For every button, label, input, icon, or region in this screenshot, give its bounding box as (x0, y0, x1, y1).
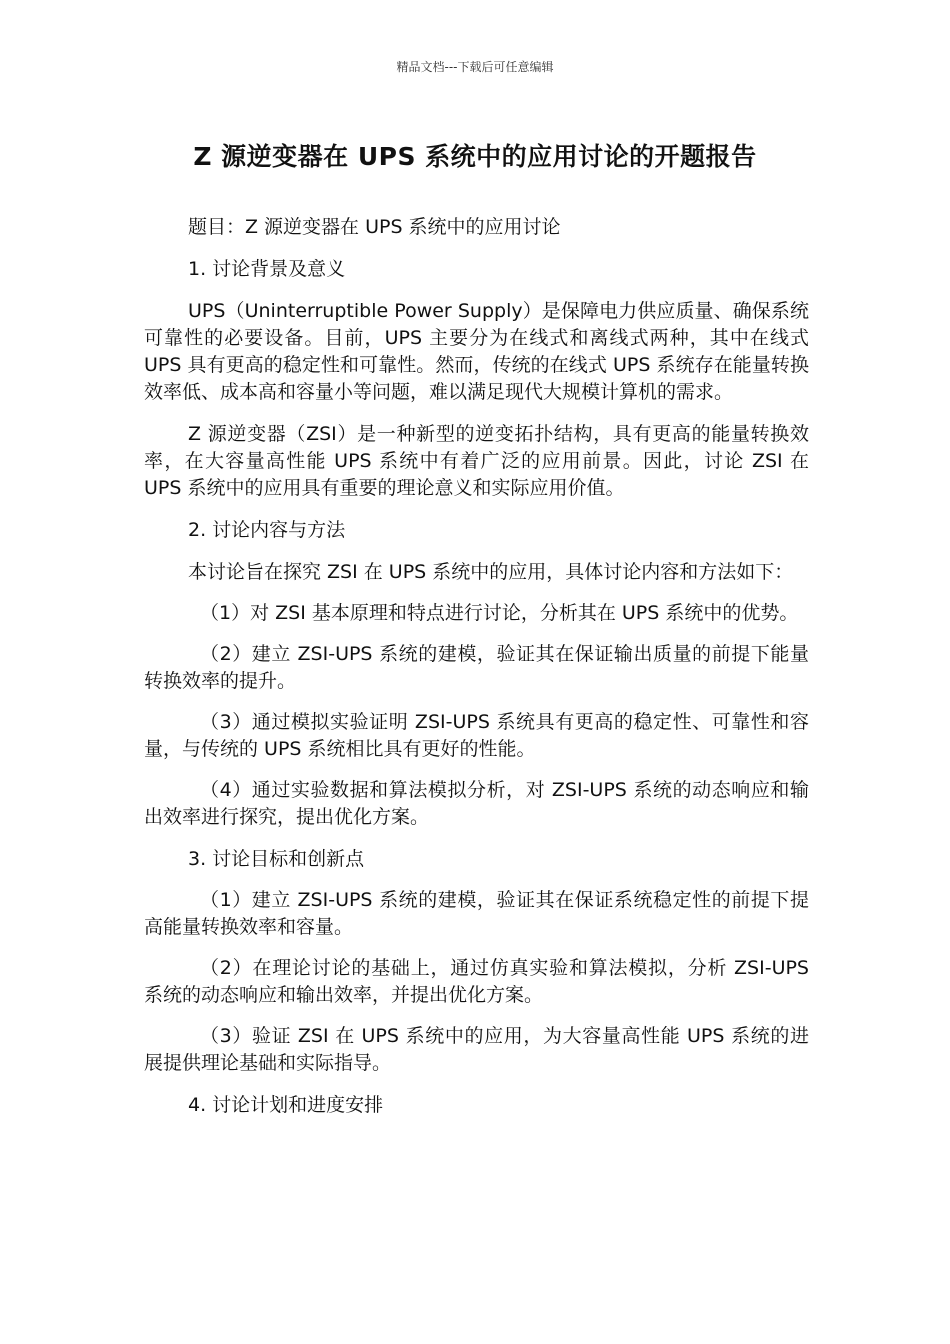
section2-intro: 本讨论旨在探究 ZSI 在 UPS 系统中的应用，具体讨论内容和方法如下： (188, 561, 794, 583)
topic-line: 题目：Z 源逆变器在 UPS 系统中的应用讨论 (188, 216, 561, 238)
section3-item-1: （1）建立 ZSI-UPS 系统的建模，验证其在保证系统稳定性的前提下提高能量转换效率和容量。 (144, 889, 809, 938)
section2-item-2: （2）建立 ZSI-UPS 系统的建模，验证其在保证输出质量的前提下能量转换效率的提升。 (144, 643, 809, 692)
page-header-note: 精品文档---下载后可任意编辑 (396, 60, 554, 74)
section1-paragraph-2: Z 源逆变器（ZSI）是一种新型的逆变拓扑结构，具有更高的能量转换效率，在大容量高性能 UPS 系统中有着广泛的应用前景。因此，讨论 ZSI 在 UPS 系统中的应用具有重要的理论意义和实际应用价值。 (144, 423, 809, 499)
section2-item-1: （1）对 ZSI 基本原理和特点进行讨论，分析其在 UPS 系统中的优势。 (200, 602, 799, 624)
section-heading-2: 2. 讨论内容与方法 (188, 519, 346, 541)
section3-item-3: （3）验证 ZSI 在 UPS 系统中的应用，为大容量高性能 UPS 系统的进展提供理论基础和实际指导。 (144, 1025, 809, 1074)
document-title: Z 源逆变器在 UPS 系统中的应用讨论的开题报告 (193, 142, 757, 171)
section-heading-3: 3. 讨论目标和创新点 (188, 848, 365, 870)
section-heading-1: 1. 讨论背景及意义 (188, 258, 346, 280)
section-heading-4: 4. 讨论计划和进度安排 (188, 1094, 384, 1116)
section2-item-4: （4）通过实验数据和算法模拟分析，对 ZSI-UPS 系统的动态响应和输出效率进行探究，提出优化方案。 (144, 779, 809, 828)
document-body (144, 214, 809, 1119)
section2-item-3: （3）通过模拟实验证明 ZSI-UPS 系统具有更高的稳定性、可靠性和容量，与传统的 UPS 系统相比具有更好的性能。 (144, 711, 809, 760)
section1-paragraph-1: UPS（Uninterruptible Power Supply）是保障电力供应质量、确保系统可靠性的必要设备。目前，UPS 主要分为在线式和离线式两种，其中在线式 UPS 具有更高的稳定性和可靠性。然而，传统的在线式 UPS 系统存在能量转换效率低、成本高和容量小等问题，难以满足现代大规模计算机的需求。 (144, 300, 809, 403)
section3-item-2: （2）在理论讨论的基础上，通过仿真实验和算法模拟，分析 ZSI-UPS 系统的动态响应和输出效率，并提出优化方案。 (144, 957, 809, 1006)
